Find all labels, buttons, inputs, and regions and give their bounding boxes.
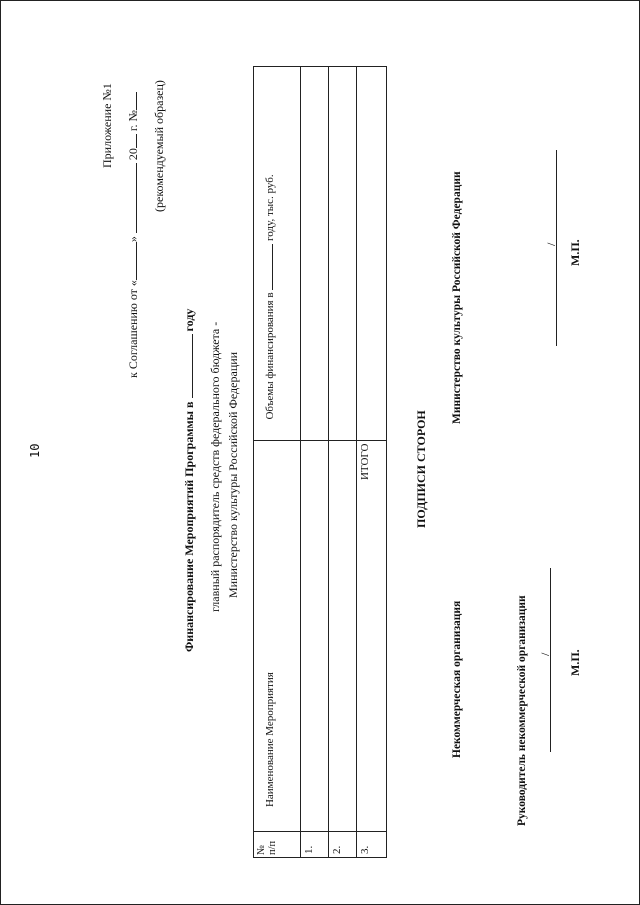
title-year-word: году bbox=[182, 308, 196, 332]
agreement-year-blank bbox=[136, 134, 137, 148]
agreement-month-blank bbox=[136, 163, 137, 233]
header-volume-prefix: Объемы финансирования в bbox=[264, 292, 276, 420]
sample-note: (рекомендуемый образец) bbox=[152, 80, 166, 212]
row-3-value bbox=[357, 67, 387, 441]
row-3-name: ИТОГО bbox=[357, 440, 387, 831]
header-volume bbox=[254, 67, 301, 441]
row-3-num: 3. bbox=[357, 832, 387, 858]
left-head-label: Руководитель некоммерческой организации bbox=[516, 595, 528, 826]
row-2-num: 2. bbox=[329, 832, 357, 858]
row-1-num: 1. bbox=[301, 832, 329, 858]
right-signature-slash: / bbox=[544, 242, 558, 246]
header-volume-year-blank bbox=[272, 244, 273, 290]
right-signature-line bbox=[556, 150, 557, 346]
header-volume-suffix: году, тыс. руб. bbox=[264, 174, 276, 241]
agreement-day-blank bbox=[136, 242, 137, 280]
table-row bbox=[301, 67, 329, 858]
row-1-value bbox=[301, 67, 329, 441]
agreement-line bbox=[126, 92, 141, 378]
page-number: 10 bbox=[28, 443, 42, 458]
table-row bbox=[329, 67, 357, 858]
right-org-label: Министерство культуры Российской Федерации bbox=[451, 171, 463, 424]
right-stamp: М.П. bbox=[568, 239, 582, 266]
table-header-row bbox=[254, 67, 301, 858]
agreement-prefix: к Соглашению от « bbox=[126, 280, 140, 378]
agreement-quote-close: » bbox=[126, 236, 140, 243]
row-2-value bbox=[329, 67, 357, 441]
signatures-heading: ПОДПИСИ СТОРОН bbox=[414, 410, 428, 528]
table-row-total bbox=[357, 67, 387, 858]
subtitle-line-2: Министерство культуры Российской Федерации bbox=[226, 351, 240, 598]
agreement-number-blank bbox=[136, 92, 137, 110]
agreement-year: 20 bbox=[126, 148, 140, 161]
agreement-suffix: г. № bbox=[126, 110, 140, 132]
header-num: № п/п bbox=[254, 832, 301, 858]
left-stamp: М.П. bbox=[568, 649, 582, 676]
financing-table bbox=[253, 66, 386, 858]
row-1-name bbox=[301, 440, 329, 831]
row-2-name bbox=[329, 440, 357, 831]
title-main: Финансирование Мероприятий Программы в bbox=[182, 401, 196, 652]
left-org-label: Некоммерческая организация bbox=[451, 600, 463, 758]
appendix-label: Приложение №1 bbox=[100, 83, 114, 168]
title-year-blank bbox=[192, 334, 193, 398]
left-signature-line bbox=[550, 568, 551, 752]
document-title bbox=[182, 309, 197, 652]
left-signature-slash: / bbox=[538, 652, 552, 656]
header-name: Наименование Мероприятия bbox=[254, 440, 301, 831]
subtitle-line-1: главный распорядитель средств федерального бюджета - bbox=[208, 321, 222, 612]
